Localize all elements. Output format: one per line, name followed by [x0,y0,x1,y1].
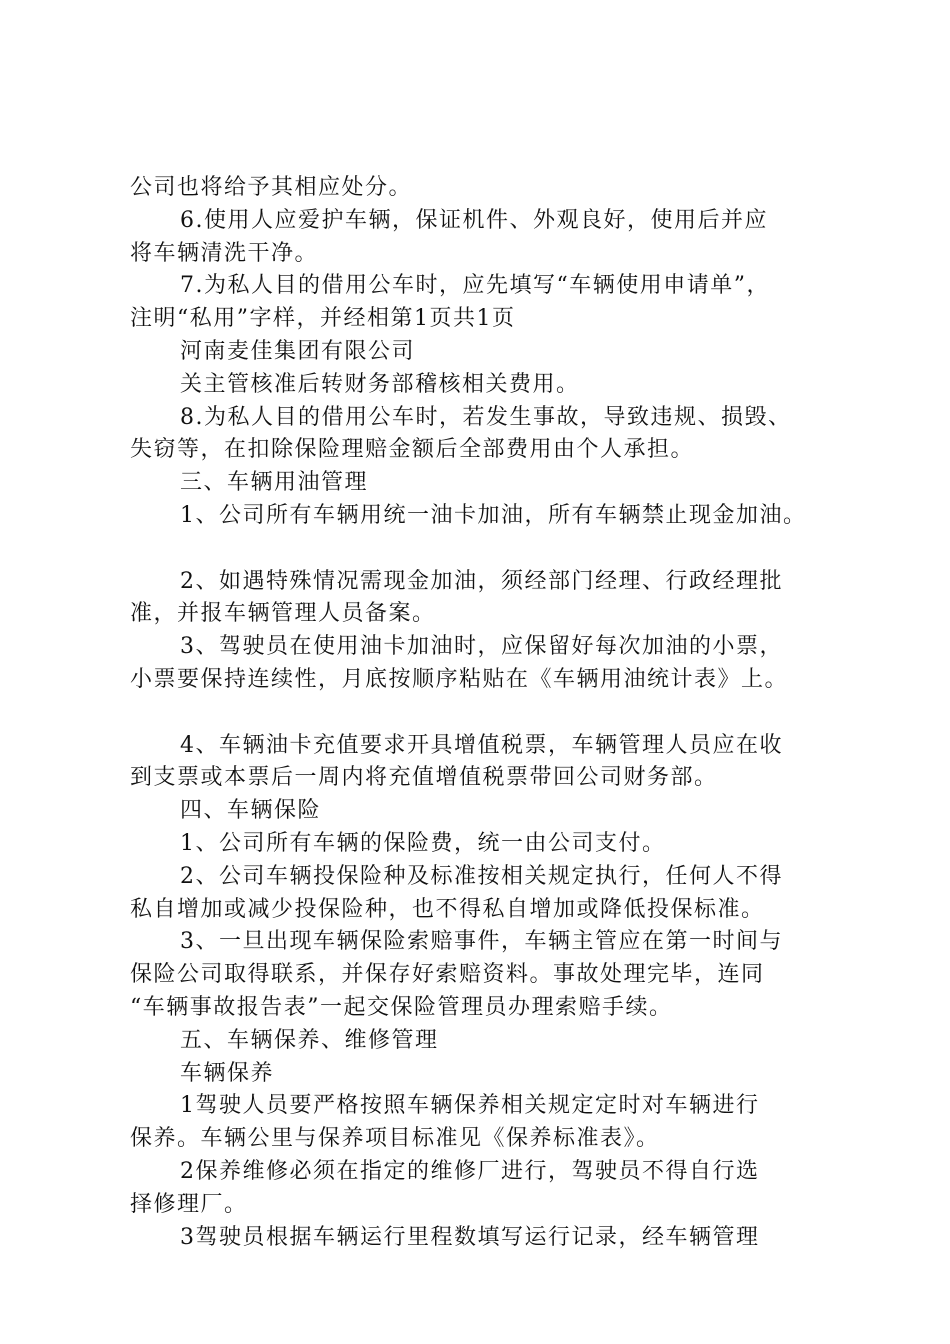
text-line: 准，并报车辆管理人员备案。 [130,601,436,627]
text-line: 1驾驶人员要严格按照车辆保养相关规定定时对车辆进行 [180,1093,760,1119]
text-line: 1、公司所有车辆的保险费，统一由公司支付。 [180,830,666,856]
text-line: 择修理厂。 [130,1191,248,1217]
document-body [130,172,850,1254]
subsection-heading: 车辆保养 [180,1060,275,1086]
text-line: 4、车辆油卡充值要求开具增值税票，车辆管理人员应在收 [180,732,783,758]
text-line: 公司也将给予其相应处分。 [130,175,413,200]
text-line: 将车辆清洗干净。 [130,240,319,266]
text-line: 3、一旦出现车辆保险索赔事件，车辆主管应在第一时间与 [180,929,783,955]
text-line: 7.为私人目的借用公车时，应先填写“车辆使用申请单”， [180,273,770,299]
text-line: 3驾驶员根据车辆运行里程数填写运行记录，经车辆管理 [180,1224,760,1250]
text-line: 6.使用人应爱护车辆，保证机件、外观良好，使用后并应 [180,207,768,233]
text-line: 2保养维修必须在指定的维修厂进行，驾驶员不得自行选 [180,1158,760,1184]
section-heading: 三、车辆用油管理 [180,470,369,496]
text-line: 保险公司取得联系，并保存好索赔资料。事故处理完毕，连同 [130,962,765,988]
text-line: 注明“私用”字样，并经相第1页共1页 [130,306,516,332]
text-line: 到支票或本票后一周内将充值增值税票带回公司财务部。 [130,765,718,791]
text-line: 3、驾驶员在使用油卡加油时，应保留好每次加油的小票， [180,634,783,660]
text-line: 1、公司所有车辆用统一油卡加油，所有车辆禁止现金加油。 [180,502,807,528]
text-line: 2、公司车辆投保险种及标准按相关规定执行，任何人不得 [180,863,783,889]
text-line: 保养。车辆公里与保养项目标准见《保养标准表》。 [130,1126,660,1152]
company-name: 河南麦佳集团有限公司 [180,338,416,364]
section-heading: 五、车辆保养、维修管理 [180,1027,439,1053]
text-line: 私自增加或减少投保险种，也不得私自增加或降低投保标准。 [130,896,765,922]
text-line: 8.为私人目的借用公车时，若发生事故，导致违规、损毁、 [180,404,792,430]
text-line: 小票要保持连续性，月底按顺序粘贴在《车辆用油统计表》上。 [130,666,789,692]
text-line: 失窃等，在扣除保险理赔金额后全部费用由个人承担。 [130,437,695,463]
text-line: “车辆事故报告表”一起交保险管理员办理索赔手续。 [130,994,673,1020]
blank-line [130,697,850,730]
section-heading: 四、车辆保险 [180,798,322,824]
blank-line [130,533,850,566]
text-line: 关主管核准后转财务部稽核相关费用。 [180,371,580,397]
text-line: 2、如遇特殊情况需现金加油，须经部门经理、行政经理批 [180,568,783,594]
